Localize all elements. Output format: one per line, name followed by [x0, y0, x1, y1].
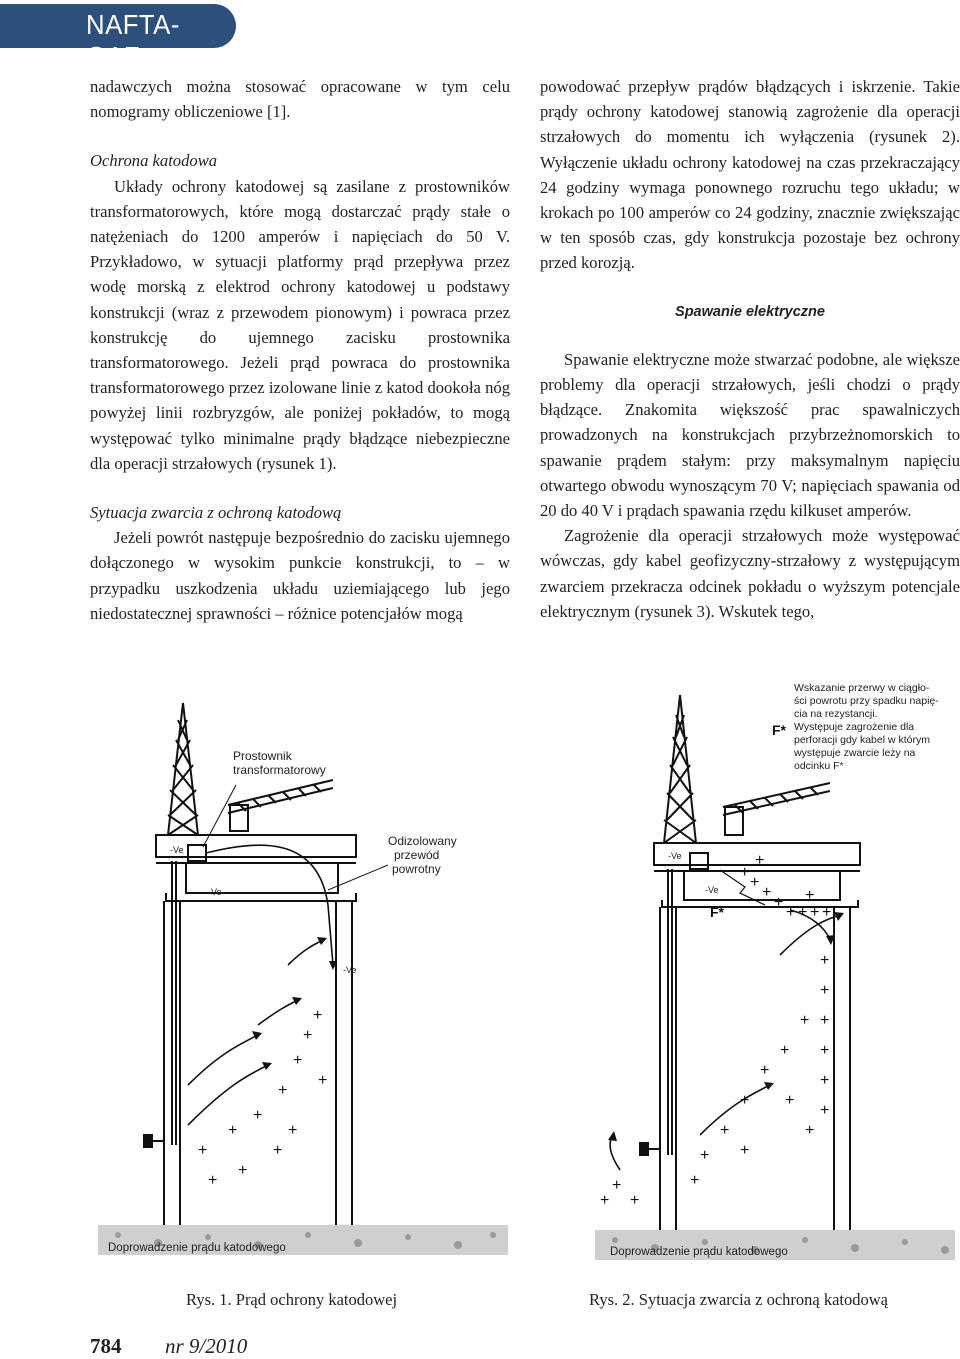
journal-title: NAFTA-GAZ — [86, 9, 180, 72]
caption-figure-2: Rys. 2. Sytuacja zwarcia z ochroną katodową — [589, 1290, 888, 1309]
svg-text:+: + — [786, 904, 796, 921]
svg-text:+: + — [750, 874, 760, 891]
svg-text:+: + — [740, 1142, 750, 1159]
right-column — [540, 74, 960, 624]
figure-1 — [88, 665, 518, 1265]
label-insulated-line-3: powrotny — [392, 862, 441, 876]
svg-text:+: + — [820, 1072, 830, 1089]
label-rectifier-line-1: Prostownik — [233, 749, 292, 763]
fault-note-line-7: odcinku F* — [794, 760, 844, 772]
fault-note-line-3: cia na rezystancji. — [794, 708, 878, 720]
svg-text:+: + — [690, 1172, 700, 1189]
label-rectifier-line-2: transformatorowy — [233, 763, 326, 777]
svg-text:+: + — [805, 1122, 815, 1139]
fault-note-line-6: występuje zwarcie leży na — [794, 747, 916, 759]
label-minus-ve-a: -Ve — [668, 851, 682, 861]
svg-text:+: + — [774, 894, 784, 911]
right-paragraph-3: Zagrożenie dla operacji strzałowych może występować wówczas, gdy kabel geofizyczny-strzałowy z występującym zwarciem przekracza odcinek pokładu o wyższym potencjale elektrycznym (rysunek 3). Wskutek tego, — [540, 526, 960, 621]
svg-text:+: + — [810, 904, 820, 921]
fault-symbol-deck: F* — [710, 904, 724, 920]
svg-text:+: + — [755, 852, 765, 869]
issue-number: nr 9/2010 — [165, 1334, 248, 1358]
section-body-cathodic-protection: Układy ochrony katodowej są zasilane z prostowników transformatorowych, które mogą dostarczać prądy stałe o natężeniach do 1200 amperów i napięciach do 50 V. Przykładowo, w sytuacji platformy prąd przepływa przez wodę morską z elektrod ochrony katodowej u podstawy konstrukcji (wraz z przewodem pionowym) i powraca przez konstrukcję do ujemnego zacisku prostownika transformatorowego. Jeżeli prąd powraca do prostownika transformatorowego przez izolowane linie z katod dookoła nóg powyżej linii rozbryzgów, ale poniżej pokładów, to mogą występować tylko minimalne prądy błądzące niebezpieczne dla operacji strzałowych (rysunek 1). — [90, 176, 510, 473]
svg-text:+: + — [740, 1092, 750, 1109]
svg-text:+: + — [303, 1027, 313, 1044]
label-rectifier — [233, 749, 326, 777]
svg-text:+: + — [800, 1012, 810, 1029]
svg-text:+: + — [288, 1122, 298, 1139]
svg-text:+: + — [278, 1082, 288, 1099]
label-insulated-line-2: przewód — [394, 848, 440, 862]
svg-text:+: + — [198, 1142, 208, 1159]
fault-note-line-4: Występuje zagrożenie dla — [794, 721, 915, 733]
label-minus-ve-1: -Ve — [170, 845, 184, 855]
svg-text:+: + — [293, 1052, 303, 1069]
svg-text:+: + — [820, 982, 830, 999]
svg-text:+: + — [820, 952, 830, 969]
figure-2-drawing — [540, 665, 960, 1265]
section-title-cathodic-protection: Ochrona katodowa — [90, 151, 218, 171]
figure-1-drawing — [88, 665, 518, 1265]
svg-text:+: + — [805, 887, 815, 904]
svg-text:+: + — [313, 1007, 323, 1024]
svg-text:+: + — [318, 1072, 328, 1089]
svg-text:+: + — [630, 1192, 640, 1209]
svg-text:+: + — [600, 1192, 610, 1209]
section-body-short-circuit: Jeżeli powrót następuje bezpośrednio do zacisku ujemnego dołączonego w wysokim punkcie konstrukcji, to – w przypadku uszkodzenia układu uziemiającego lub jego niedostatecznej sprawności – różnice potencjałów mogą — [90, 528, 510, 623]
journal-header — [0, 4, 236, 72]
fault-symbol-top: F* — [772, 722, 786, 738]
svg-text:+: + — [760, 1062, 770, 1079]
fault-note-line-2: ści powrotu przy spadku napię- — [794, 695, 939, 707]
svg-text:+: + — [700, 1147, 710, 1164]
svg-text:+: + — [612, 1177, 622, 1194]
right-paragraph-2: Spawanie elektryczne może stwarzać podobne, ale większe problemy dla operacji strzałowych, jeśli chodzi o prądy błądzące. Znakomita większość prac spawalniczych prowadzonych na konstrukcjach przybrzeżnomorskich to spawanie prądem stałym: przy maksymalnym napięciu otwartego obwodu wynoszącym 70 V; napięciach spawania od 20 do 40 V i prądach spawania rzędu kilkuset amperów. — [540, 349, 960, 521]
left-paragraph-1: nadawczych można stosować opracowane w tym celu nomogramy obliczeniowe [1]. — [90, 77, 510, 122]
right-paragraph-1: powodować przepływ prądów błądzących i iskrzenie. Takie prądy ochrony katodowej stanowią zagrożenie dla operacji strzałowych do momentu ich wyłączenia (rysunek 2). Wyłączenie układu ochrony katodowej na czas przekraczający 24 godziny wymaga ponownego rozruchu tego układu; w krokach po 100 amperów co 24 godziny, znacznie zwiększając w ten sposób czas, gdy konstrukcja pozostaje bez ochrony przed korozją. — [540, 77, 960, 273]
label-cathodic-supply-2: Doprowadzenie prądu katodowego — [610, 1246, 788, 1258]
svg-text:+: + — [822, 904, 832, 921]
svg-text:+: + — [208, 1172, 218, 1189]
fault-note-line-1: Wskazanie przerwy w ciągło- — [794, 682, 930, 694]
svg-text:+: + — [820, 1042, 830, 1059]
figure-2 — [540, 665, 960, 1265]
fault-note-line-5: perforacji gdy kabel w którym — [794, 734, 930, 746]
svg-text:+: + — [273, 1142, 283, 1159]
svg-text:+: + — [820, 1102, 830, 1119]
page-number: 784 — [90, 1334, 122, 1358]
label-minus-ve-3: -Ve — [343, 965, 357, 975]
label-minus-ve-2: -Ve — [208, 887, 222, 897]
svg-text:+: + — [762, 884, 772, 901]
caption-figure-1: Rys. 1. Prąd ochrony katodowej — [186, 1290, 398, 1309]
svg-text:+: + — [228, 1122, 238, 1139]
svg-text:+: + — [785, 1092, 795, 1109]
svg-text:+: + — [780, 1042, 790, 1059]
svg-text:+: + — [253, 1107, 263, 1124]
left-column — [90, 74, 510, 626]
label-insulated-line-1: Odizolowany — [388, 834, 457, 848]
label-insulated-return — [388, 834, 460, 876]
svg-text:+: + — [238, 1162, 248, 1179]
section-title-short-circuit: Sytuacja zwarcia z ochroną katodową — [90, 503, 342, 523]
svg-text:+: + — [820, 1012, 830, 1029]
svg-text:+: + — [798, 904, 808, 921]
subhead-electric-welding: Spawanie elektryczne — [675, 303, 825, 320]
svg-text:+: + — [720, 1122, 730, 1139]
label-minus-ve-b: -Ve — [705, 885, 719, 895]
svg-text:+: + — [740, 864, 750, 881]
label-cathodic-supply: Doprowadzenie prądu katodowego — [108, 1242, 286, 1254]
